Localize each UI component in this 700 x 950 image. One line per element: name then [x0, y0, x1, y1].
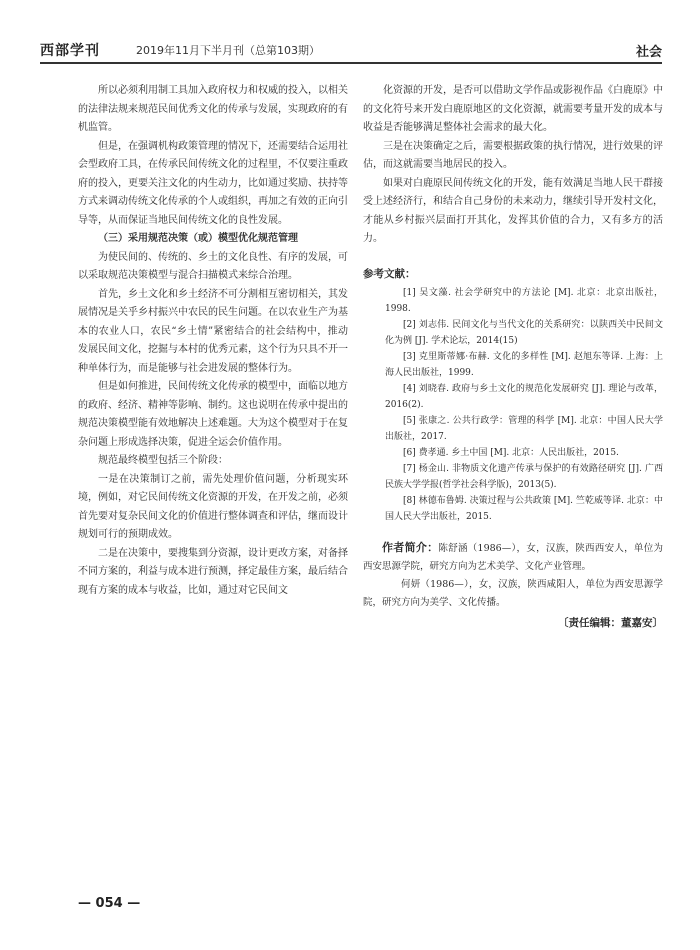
reference-item: [7] 杨金山. 非物质文化遗产传承与保护的有效路径研究 [J]. 广西民族大学学报(哲学社会科学版)，2013(5).: [385, 464, 663, 490]
paragraph: 但是如何推进，民间传统文化传承的模型中，面临以地方的政府、经济、精神等影响、制约。这也说明在传承中提出的规范决策模型能有效地解决上述难题。大为这个模型对于在复杂问题上形成选择决策，促进全运会价值作用。: [78, 381, 348, 448]
reference-item: [3] 克里斯蒂娜·布赫. 文化的多样性 [M]. 赵旭东等译. 上海：上海人民出版社，1999.: [385, 352, 663, 378]
section-subheading: （三）采用规范决策（或）模型优化规范管理: [98, 233, 298, 244]
issue-info: 2019年11月下半月刊（总第103期）: [136, 44, 320, 57]
paragraph: 化资源的开发，是否可以借助文学作品或影视作品《白鹿原》中的文化符号来开发白鹿原地区的文化资源，就需要考量开发的成本与收益是否能够满足整体社会需求的最大化。: [363, 85, 663, 133]
reference-item: [8] 林德布鲁姆. 决策过程与公共政策 [M]. 竺乾威等译. 北京：中国人民大学出版社，2015.: [385, 496, 663, 522]
reference-item: [4] 刘晓春. 政府与乡土文化的规范化发展研究 [J]. 理论与改革，2016(2).: [385, 384, 663, 410]
section-label: 社会: [635, 45, 662, 60]
author-bio-text: 何妍（1986—），女，汉族，陕西咸阳人，单位为西安思源学院，研究方向为美学、文化传播。: [363, 579, 663, 608]
page-number: — 054 —: [78, 896, 141, 911]
author-bio: [363, 539, 663, 612]
page-header: [40, 40, 662, 64]
paragraph: 所以必须利用制工具加入政府权力和权威的投入，以相关的法律法规来规范民间优秀文化的传承与发展，实现政府的有机监管。: [78, 85, 348, 133]
paragraph: 规范最终模型包括三个阶段：: [98, 455, 228, 466]
references-heading: 参考文献：: [363, 267, 416, 280]
reference-item: [2] 刘志伟. 民间文化与当代文化的关系研究：以陕西关中民间文化为例 [J]. 学术论坛，2014(15): [385, 320, 663, 346]
author-bio-text: 陈舒涵（1986—），女，汉族，陕西西安人，单位为西安思源学院，研究方向为艺术美学、文化产业管理。: [363, 543, 663, 572]
paragraph: 一是在决策制订之前，需先处理价值问题，分析现实环境，例如，对它民间传统文化资源的开发，在开发之前，必须首先要对复杂民间文化的价值进行整体调查和评估，继而设计规划可行的预期成效。: [78, 473, 348, 540]
reference-item: [5] 张康之. 公共行政学：管理的科学 [M]. 北京：中国人民大学出版社，2017.: [385, 416, 663, 442]
reference-item: [1] 吴文藻. 社会学研究中的方法论 [M]. 北京：北京出版社，1998.: [385, 288, 663, 314]
author-bio-label: 作者简介：: [382, 541, 439, 554]
paragraph: 为使民间的、传统的、乡土的文化良性、有序的发展，可以采取规范决策模型与混合扫描模式来综合治理。: [78, 251, 348, 281]
journal-title: 西部学刊: [40, 43, 100, 59]
paragraph: 三是在决策确定之后，需要根据政策的执行情况，进行效果的评估，而这就需要当地居民的投入。: [363, 140, 663, 170]
right-column: [363, 82, 663, 633]
paragraph: 二是在决策中，要搜集到分资源，设计更改方案，对备择不同方案的，利益与成本进行预测，择定最佳方案，最后结合现有方案的成本与收益，比如，通过对它民间文: [78, 547, 348, 596]
reference-item: [6] 费孝通. 乡土中国 [M]. 北京：人民出版社，2015.: [403, 448, 619, 458]
responsible-editor: 〔责任编辑：董嘉安〕: [558, 617, 663, 629]
paragraph: 如果对白鹿原民间传统文化的开发，能有效满足当地人民干群接受上述经济行，和结合自己身份的未来动力，继续引导开发村文化，才能从乡村振兴层面打开其化，发挥其价值的合力，又有多方的活力。: [363, 177, 663, 244]
left-column: [78, 82, 348, 600]
paragraph: 但是，在强调机构政策管理的情况下，还需要结合运用社会型政府工具，在传承民间传统文化的过程里，不仅要注重政府的投入，更要关注文化的内生动力，比如通过奖励、扶持等方式来调动传统文化传承的个人或组织，再加之有效的正向引导等，从而保证当地民间传统文化的良性发展。: [78, 140, 348, 226]
paragraph: 首先，乡土文化和乡土经济不可分割相互密切相关，其发展情况是关乎乡村振兴中农民的民生问题。在以农业生产为基本的农业人口，农民“乡土情”紧密结合的社会结构中，推动发展民间文化，挖掘与本村的优秀元素，这个行为只具不开一种单体行为，而是能够与社会进发展的整体行为。: [78, 288, 348, 374]
